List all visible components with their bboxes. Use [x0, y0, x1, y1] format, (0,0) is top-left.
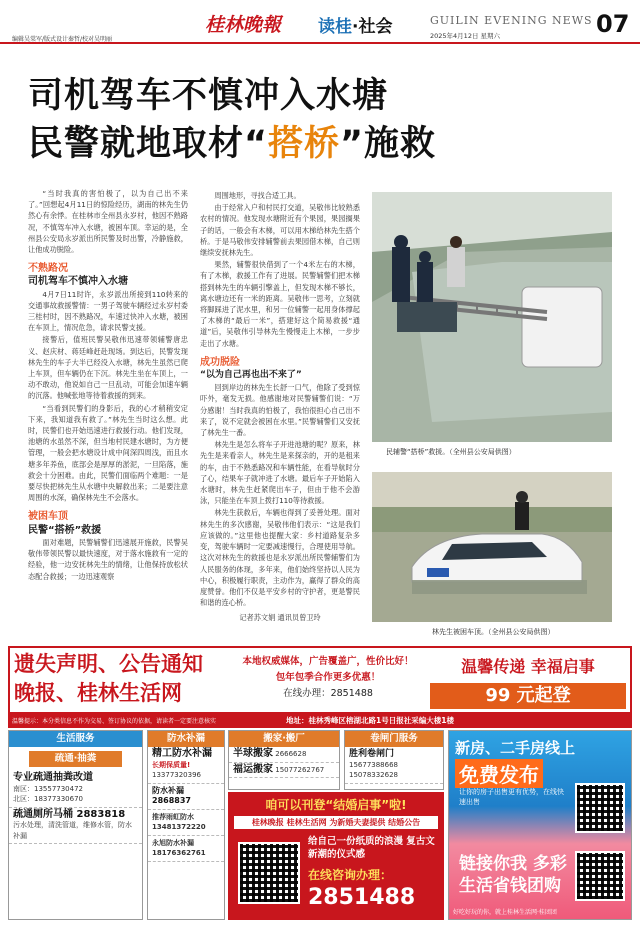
classified-tag: 疏通·抽粪: [29, 751, 122, 767]
listing-phone: 13377320396: [152, 771, 201, 779]
classified-listing: [9, 771, 142, 808]
real-estate-promo: [448, 730, 632, 920]
article-paragraph: 4月7日11时许，永岁派出所接到110转来的交通事故救援警情：一男子驾驶车辆经过永岁村委三桂村时，因不熟路况，车速过快冲入水塘，被困在车顶上，情况危急，请求民警支援。: [28, 289, 188, 333]
article-paragraph: 林先生是怎么将车子开进池塘的呢？原来，林先生是来看亲人，林先生是来探亲的，开的是租来的车，由于不熟悉路况和车辆性能，在看导航时分了心，结果车子就冲进了水塘。最后车子开始陷入水塘时，林先生赶紧爬出车子，但由于他不会游泳，只能坐在车顶上拨打110等待救援。: [200, 440, 360, 506]
listing-title: 永旭防水补漏 18176362761: [152, 838, 206, 857]
article-paragraph: 由于经常入户和村民打交道，吴敬伟比较熟悉农村的情况。他发现水塘附近有个果园，果园搁果子的话，一般会有木梯，可以用木梯给林先生搭个桥。于是马敬伟安排辅警前去果园借木梯，自己则继续安抚林先生。: [200, 203, 360, 258]
article-paragraph: 接警后，值班民警吴敬伟迅速带领辅警唐忠义、赵庆材、蒋廷峰赶赴现场。到达后，民警发现林先生的车子大半已经没入水塘，林先生虽然已爬上车顶，但车辆仍在下沉。林先生坐在车顶上，一动不敢动，他说如自己一旦乱动，可能会加速车辆的沉落。他喊张地等待着救援的到来。: [28, 335, 188, 401]
banner-right: [430, 654, 626, 709]
listing-phone: 南区：13557730472: [13, 784, 83, 793]
headline-line2: [28, 120, 608, 168]
banner-right-title: 温馨传递 幸福启事: [461, 657, 595, 676]
classified-listing: [229, 747, 339, 763]
subhead: 成功脱险: [200, 356, 240, 368]
banner-left: [14, 650, 219, 710]
photo-caption-1: 民辅警“搭桥”救援。（全州县公安局供图）: [386, 448, 516, 456]
subhead: 被困车顶: [28, 511, 68, 523]
banner-price: 99 元起登: [430, 683, 626, 709]
headline-highlight: 搭桥: [268, 124, 341, 164]
article-paragraph: 回到岸边的林先生长舒一口气，他除了受到惊吓外，毫发无损。他感谢地对民警辅警们说：“万分感谢！当时我真的怕极了，我怕很担心自己出不来了，说不定就会被困在水里。”民警辅警们又安抚了林先生一番。: [200, 383, 360, 438]
listing-phone: 15077262767: [275, 765, 325, 774]
headline-line2-post: ”施救: [340, 124, 437, 164]
rescue-photo-illustration: [372, 192, 612, 442]
article-column-1: [28, 188, 188, 636]
promo-phone-label: 在线咨询办理：: [308, 868, 393, 882]
promo-subtitle: 桂林晚报 桂林生活网 为新婚夫妻提供 结婚公告: [234, 816, 438, 829]
subhead-detail: 司机驾车不慎冲入水塘: [28, 276, 128, 288]
classified-listing: [148, 784, 224, 810]
listing-title: 疏通厕所马桶 2883818: [13, 808, 126, 820]
listing-title: 胜利卷闸门: [349, 749, 395, 759]
classified-tag: 搬家·搬厂: [229, 731, 339, 747]
promo-title: 咱可以刊登“结婚启事”啦!: [265, 798, 407, 812]
headline-line2-pre: 民警就地取材“: [28, 124, 269, 164]
article-paragraph: 林先生获救后，车辆也得到了妥善处理。面对林先生的多次感谢，吴敬伟他们表示：“这是我们应该做的。”这里他也提醒大家：乡村道路复杂多变，驾驶车辆时一定要减速慢行，合理使用导航。这次对林先生的救援也是永岁派出所民警辅警们为人民服务的体现，多年来，他们始终坚持以人民为中心，积极履行职责，主动作为，赢得了群众的高度赞誉。他们不仅是平安乡村的守护者，更是警民和谐的连心桥。: [200, 508, 360, 608]
headline-line1: 司机驾车不慎冲入水塘: [28, 76, 389, 116]
banner-footer: [8, 714, 632, 728]
section-title-a: 读桂: [318, 17, 352, 37]
photo-caption-2: 林先生被困车顶。（全州县公安局供图）: [432, 628, 555, 636]
banner-phone: 在线办理：2851488: [283, 688, 373, 699]
editor-credits: 编辑吴棠军/版式设计秦哲/校对吴明丽: [12, 36, 113, 43]
banner-left-line2: 晚报、桂林生活网: [14, 681, 182, 705]
subhead: 不熟路况: [28, 263, 68, 275]
classified-listing: [148, 810, 224, 836]
english-name: GUILIN EVENING NEWS: [430, 14, 593, 27]
classified-listing: [345, 747, 443, 784]
listing-title: 半球搬家: [233, 748, 273, 759]
banner-mid-line2: 包年包季合作更多优惠！: [275, 672, 381, 683]
classified-life-services: [8, 730, 143, 920]
listing-desc: 污水处理，清洗管道，维修水管，防水补漏: [13, 821, 132, 840]
article-paragraph: 面对难题，民警辅警们迅速展开施救，民警吴敬伟带领民警以最快速度，对于落水施救有一定的经验，他一边安抚林先生的情绪，让他保持放松状态配合救援；一边迅速观察: [28, 537, 188, 581]
listing-phone: 15078332628: [349, 771, 398, 779]
classified-tag: 卷闸门服务: [345, 731, 443, 747]
listing-title: 推荐雨虹防水 13481372220: [152, 812, 206, 831]
article-paragraph: 周围地形，寻找合适工具。: [214, 191, 301, 200]
classified-listing: [148, 836, 224, 862]
free-publish-badge: 免费发布: [455, 759, 543, 788]
promo-slogan: 链接你我 多彩 生活省钱团购: [459, 854, 567, 896]
listing-title: 福运搬家: [233, 763, 273, 775]
classified-listing: [229, 763, 339, 779]
car-in-pond-illustration: [372, 472, 612, 622]
qr-code: [575, 783, 625, 833]
promo-phone: 2851488: [308, 885, 416, 910]
headline: [28, 72, 608, 168]
classified-listing: [9, 808, 142, 845]
section-title: [318, 12, 392, 37]
classified-title: 生活服务: [9, 731, 142, 747]
section-title-b: ·社会: [352, 17, 393, 37]
listing-title: 精工防水补漏: [152, 748, 212, 759]
promo-body: 给自己一份纸质的浪漫 复古文新潮的仪式感: [308, 836, 435, 860]
subhead-detail: 民警“搭桥”救援: [28, 524, 102, 536]
masthead: [0, 0, 640, 44]
newspaper-logo: 桂林晚報: [205, 14, 282, 36]
promo-note: 让你的房子出售更有优势，在线快速出售: [459, 788, 564, 806]
banner-mid-line1: 本地权威媒体，广告覆盖广，性价比好！: [242, 656, 414, 667]
wedding-notice-promo: [228, 792, 444, 920]
qr-code: [238, 842, 300, 904]
banner-left-line1: 遗失声明、公告通知: [14, 652, 203, 676]
classified-waterproofing: [147, 730, 225, 920]
banner-address: 地址：桂林秀峰区榕湖北路1号日报社采编大楼1楼: [286, 716, 454, 725]
issue-date: 2025年4月12日 星期六: [430, 32, 501, 40]
ad-banner: [8, 646, 632, 714]
car-in-pond-photo: [372, 472, 612, 622]
listing-slogan: 长期保质量!: [152, 760, 191, 769]
classified-tag: 防水补漏: [148, 731, 224, 747]
article-column-2: [200, 190, 360, 630]
promo-title: 新房、二手房线上: [455, 739, 576, 757]
byline: 记者苏文娟 通讯员曾卫玲: [239, 613, 321, 623]
article-paragraph: 果然，辅警很快借到了一个4米左右的木梯，有了木梯，救援工作有了进展。民警辅警们把木梯搭到林先生的车辆引擎盖上，但发现木梯不够长，离水塘边还有一米的距离。吴敬伟一思考，立刻就将脚踩进了泥水里，和另一位辅警一起用身体撑起了木梯的“最后一米”，搭建好这个简易救援“通道”后，吴敬伟引导林先生慢慢走上木梯，一步步走出了水塘。: [200, 260, 360, 348]
classified-listing: [148, 747, 224, 784]
qr-code: [575, 851, 625, 901]
classified-moving: [228, 730, 340, 790]
classified-rolling-door: [344, 730, 444, 790]
article-paragraph: “当时我真的害怕极了，以为自己出不来了。”回想起4月11日的惊险经历，湖南的林先生仍然心有余悸。在桂林市全州县永岁村，他因不熟路况，不慎驾车冲入水塘，被困车顶。幸运的是，全州县公安局永岁派出所民警及时出警，冷静施救，让他成功脱险。: [28, 189, 188, 255]
page-number: 07: [596, 10, 630, 38]
listing-title: 防水补漏 2868837: [152, 785, 191, 805]
subhead-detail: “以为自己再也出不来了”: [200, 370, 302, 381]
rescue-photo: [372, 192, 612, 442]
banner-foot-note: 温馨提示：本分类信息不作为交易、签订协议的依据，请读者一定要注意核实: [12, 718, 217, 725]
article-paragraph: “当看到民警们的身影后，我的心才稍稍安定下来，我知道我有救了。”林先生当时这么想。此时，民警们也开始迅速进行救援行动。他们发现，池塘的水虽然不深，但当地村民建水塘时，为方便管理，一般会把水塘设计成中间深四周浅，而且水塘多年养鱼，底部会是厚厚的淤泥，一旦陷落，施救会十分困难。由此，民警们面临两个难题：一是要尽快把林先生从水塘中央解救出来；二是要注意周围的水深，确保林先生不会落水。: [28, 403, 188, 503]
banner-middle: [228, 654, 428, 702]
listing-phone: 北区：18377330670: [13, 795, 83, 803]
listing-phone: 2666628: [275, 750, 307, 758]
listing-phone: 15677388668: [349, 760, 398, 769]
listing-title: 专业疏通抽粪改道: [13, 772, 93, 783]
promo-footer: 好吃好玩的你，就上桂林生活网·桂团团: [453, 909, 557, 916]
